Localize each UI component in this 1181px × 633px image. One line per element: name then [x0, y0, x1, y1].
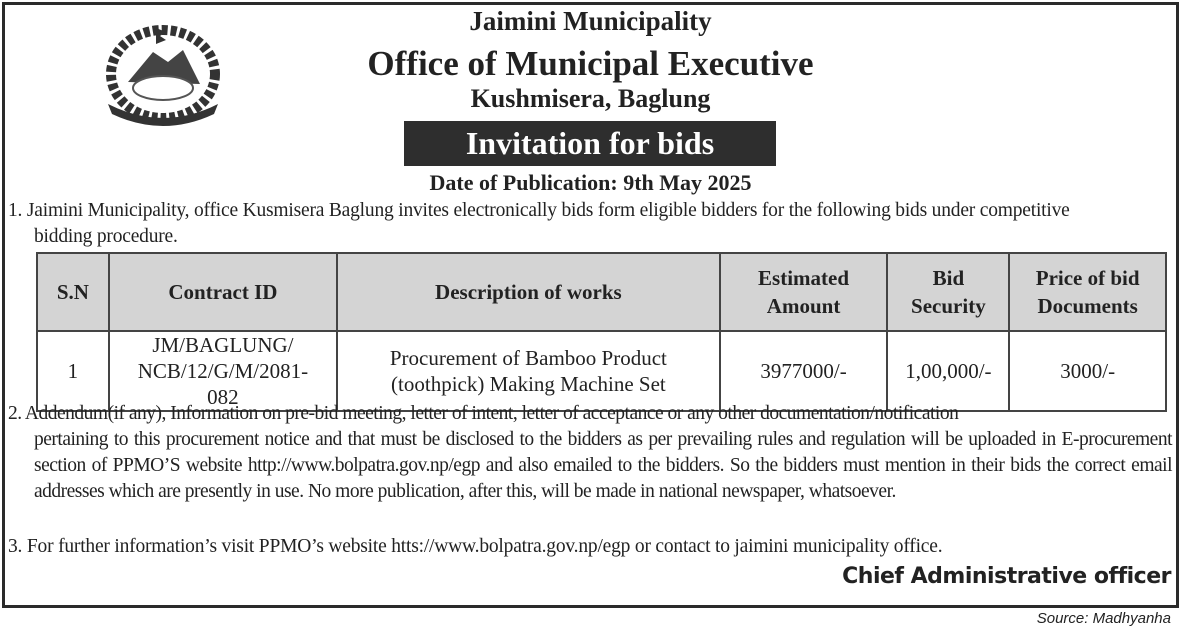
paragraph-2-first-line: 2. Addendum(if any), Information on pre-bid meeting, letter of intent, letter of acceptance or any other documentation/notification — [8, 403, 959, 424]
source-credit: Source: Madhyanha — [1036, 610, 1171, 627]
municipality-name: Jaimini Municipality — [469, 6, 712, 36]
header-estimated-amount: Estimated Amount — [720, 253, 888, 331]
paragraph-2 — [8, 401, 1172, 505]
cell-description: Procurement of Bamboo Product (toothpick) Making Machine Set — [337, 331, 720, 411]
cell-price-of-documents: 3000/- — [1009, 331, 1166, 411]
paragraph-1-line-1: 1. Jaimini Municipality, office Kusmisera Baglung invites electronically bids form eligible bidders for the following bids under competitive — [8, 200, 1070, 221]
cell-bid-security: 1,00,000/- — [887, 331, 1009, 411]
header-price-of-documents: Price of bid Documents — [1009, 253, 1166, 331]
cell-contract-id: JM/BAGLUNG/ NCB/12/G/M/2081-082 — [109, 331, 337, 411]
office-location: Kushmisera, Baglung — [470, 84, 711, 113]
header-contract-id: Contract ID — [109, 253, 337, 331]
header-description: Description of works — [337, 253, 720, 331]
paragraph-1-line-2: bidding procedure. — [34, 226, 178, 247]
office-name: Office of Municipal Executive — [367, 44, 814, 83]
cell-estimated-amount: 3977000/- — [720, 331, 888, 411]
publication-date: Date of Publication: 9th May 2025 — [429, 170, 752, 195]
bids-table — [36, 252, 1167, 412]
notice-title: Invitation for bids — [404, 121, 776, 166]
header-bid-security: Bid Security — [887, 253, 1009, 331]
table-row — [37, 331, 1166, 411]
paragraph-3: 3. For further information’s visit PPMO’s website htts://www.bolpatra.gov.np/egp or contact to jaimini municipality office. — [8, 536, 943, 557]
paragraph-2-body: pertaining to this procurement notice and that must be disclosed to the bidders as per prevailing rules and regulation will be uploaded in E-procurement section of PPMO’S website http://www.bolpatra.gov.np/egp and also emailed to the bidders. So the bidders must mention in their bids the correct email addresses which are presently in use. No more publication, after this, will be made in national newspaper, whatsoever. — [34, 429, 1172, 502]
table-header-row — [37, 253, 1166, 331]
cell-sn: 1 — [37, 331, 109, 411]
header-sn: S.N — [37, 253, 109, 331]
paragraph-1 — [8, 198, 1172, 250]
signatory: Chief Administrative officer — [842, 564, 1171, 589]
